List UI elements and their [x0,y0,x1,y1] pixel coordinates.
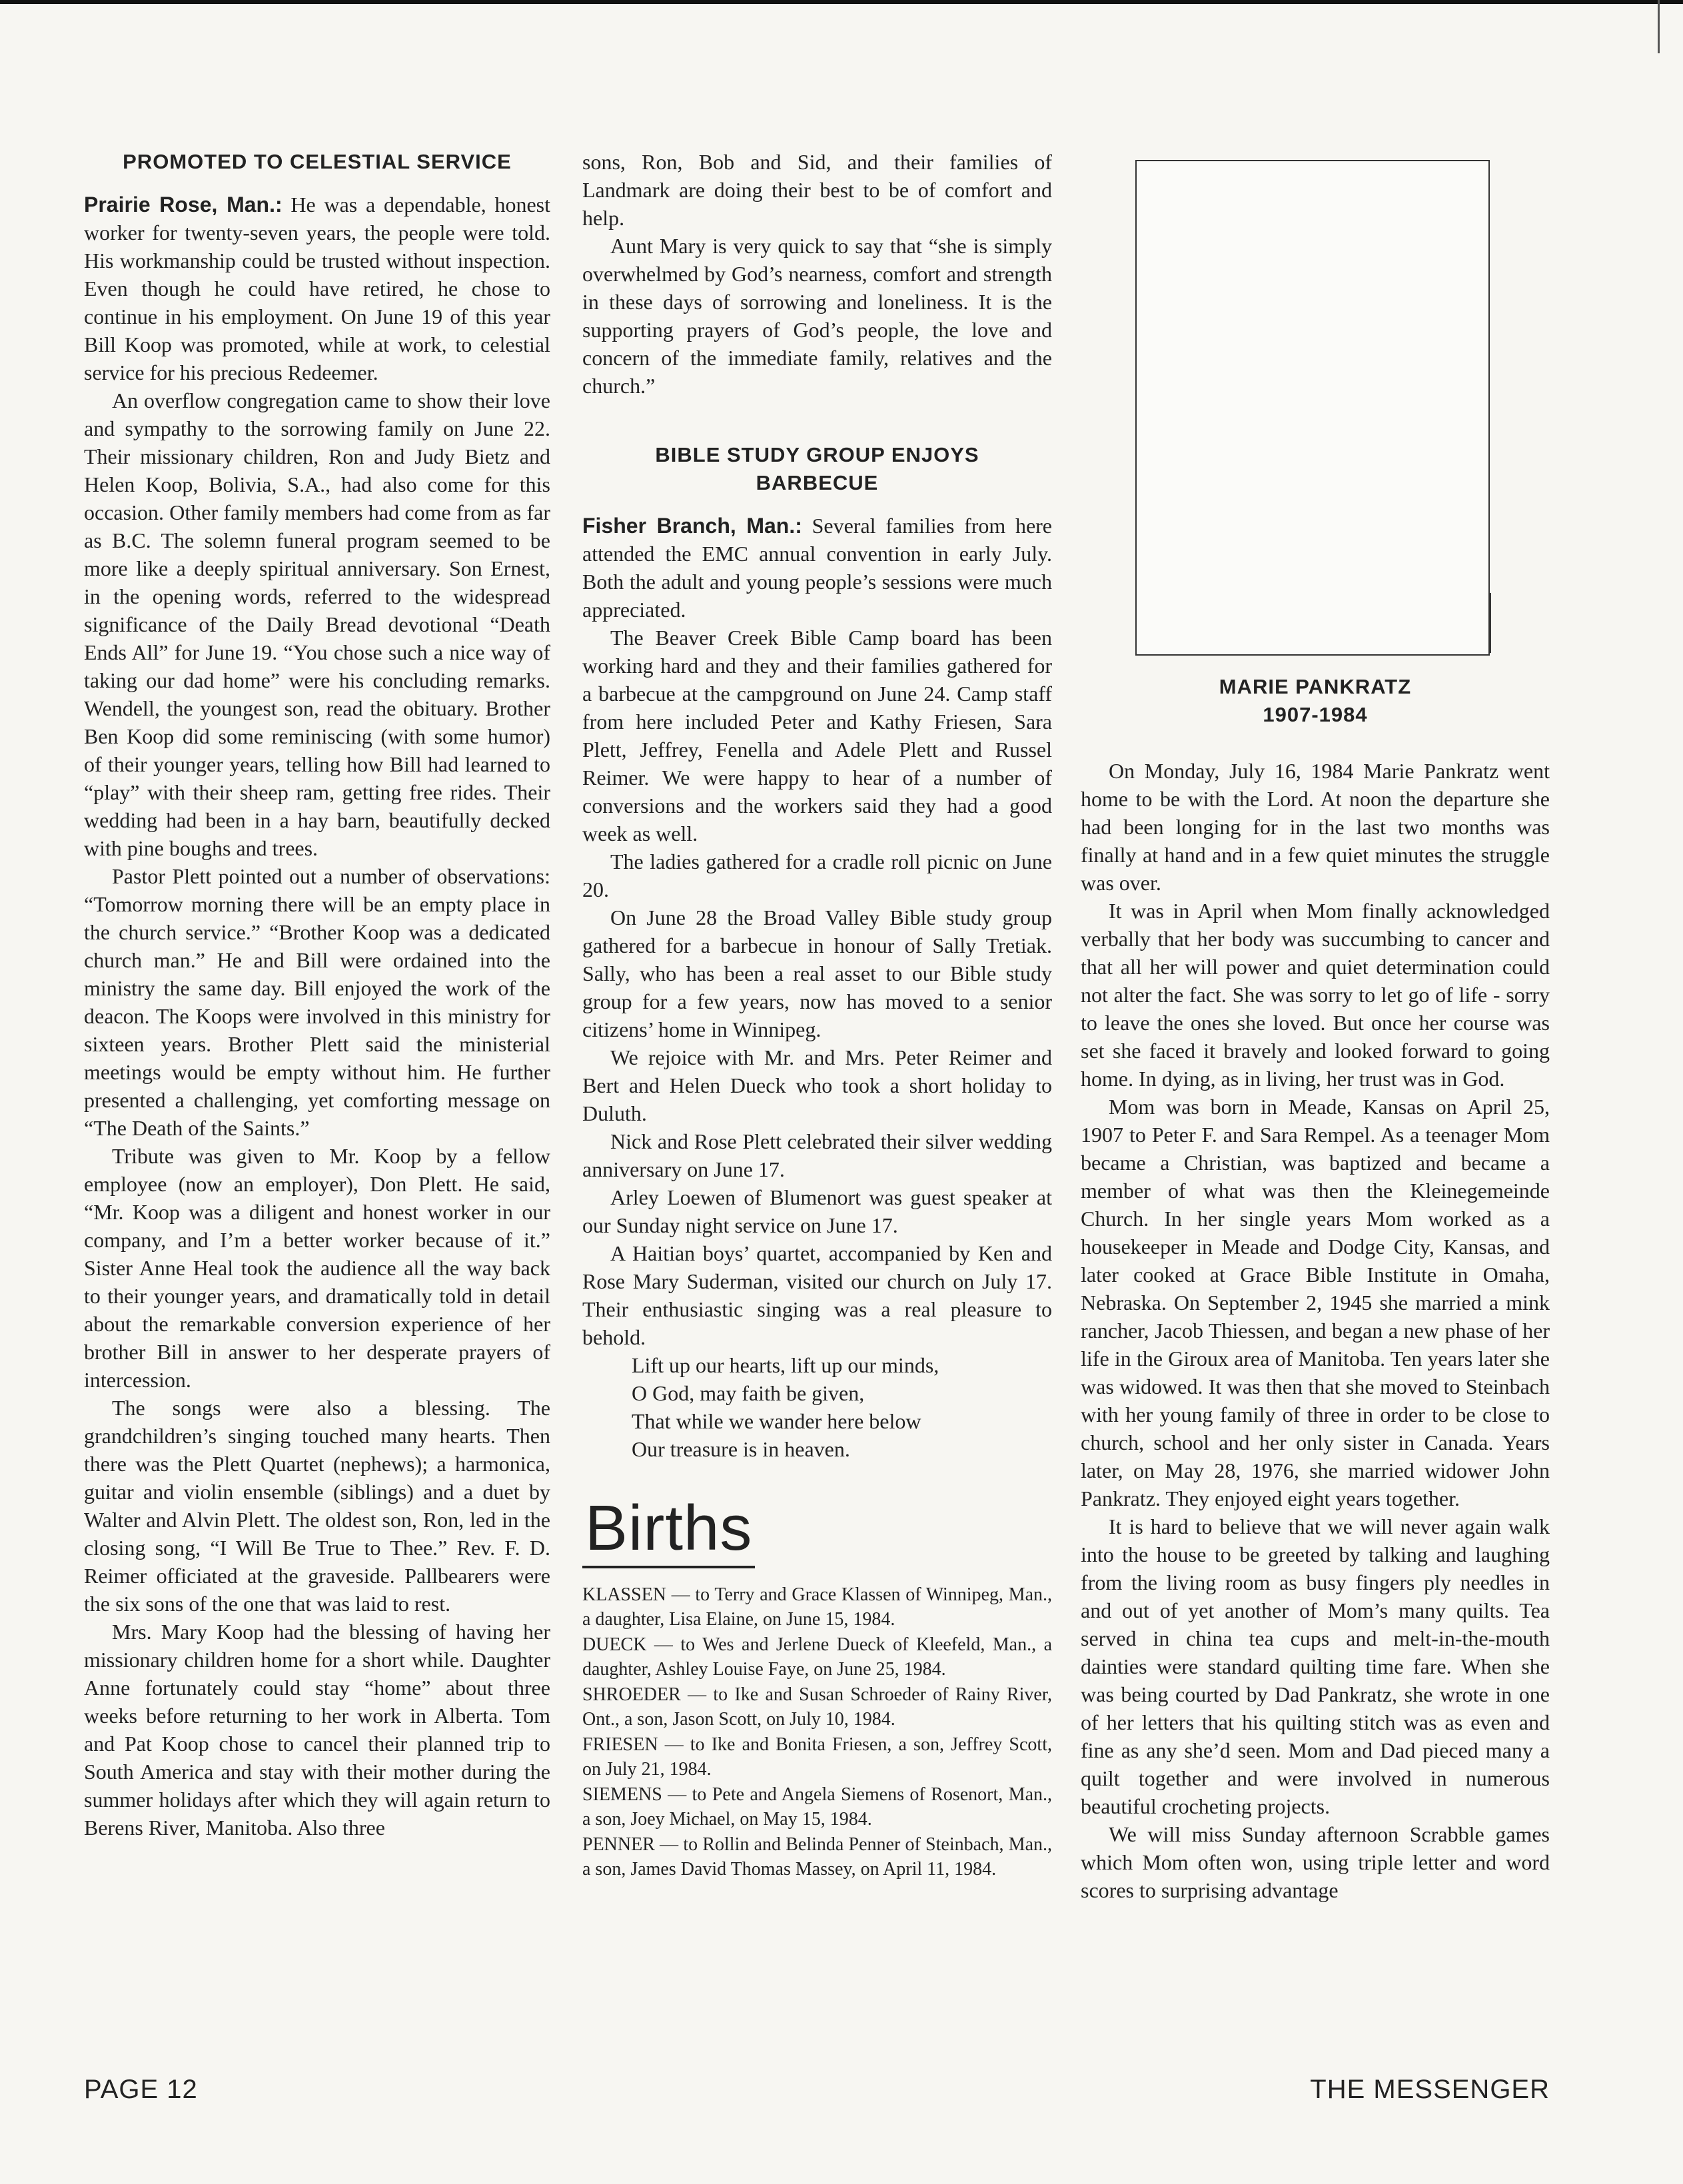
article-obituary-marie-pankratz [1081,673,1550,1904]
portrait-photo-frame [1135,160,1490,656]
paragraph: Aunt Mary is very quick to say that “she is simply overwhelmed by God’s nearness, comfort and strength in these days of sorrowing and loneliness. It is the supporting prayers of God’s people, the love and concern of the immediate family, relatives and the church.” [582,234,1052,398]
heading-line: BIBLE STUDY GROUP ENJOYS [655,443,979,466]
column-middle [582,148,1052,1883]
poem-line: Lift up our hearts, lift up our minds, [632,1353,939,1377]
paragraph: A Haitian boys’ quartet, accompanied by Ken and Rose Mary Suderman, visited our church on July 17. Their enthusiastic singing was a real pleasure to behold. [582,1241,1052,1349]
poem [582,1351,1052,1463]
paragraph: We will miss Sunday afternoon Scrabble games which Mom often won, using triple letter and word scores to surprising advantage [1081,1822,1550,1902]
page-top-rule [0,0,1683,4]
paragraph-text: Several families from here attended the EMC annual convention in early July. Both the adult and young people’s sessions were much appreciated. [582,514,1053,622]
paragraph: We rejoice with Mr. and Mrs. Peter Reimer and Bert and Helen Dueck who took a short holiday to Duluth. [582,1045,1052,1125]
birth-entry: SHROEDER — to Ike and Susan Schroeder of Rainy River, Ont., a son, Jason Scott, on July 10, 1984. [582,1684,1052,1730]
paragraph: On Monday, July 16, 1984 Marie Pankratz went home to be with the Lord. At noon the departure she had been longing for in the last two months was finally at hand and in a few quiet minutes the struggle was over. [1081,759,1550,895]
births-section-title: Births [582,1495,755,1568]
birth-entry: PENNER — to Rollin and Belinda Penner of Steinbach, Man., a son, James David Thomas Massey, on April 11, 1984. [582,1834,1052,1880]
dateline: Fisher Branch, Man.: [582,514,802,538]
poem-line: That while we wander here below [632,1409,921,1433]
birth-entry: FRIESEN — to Ike and Bonita Friesen, a son, Jeffrey Scott, on July 21, 1984. [582,1734,1052,1780]
paragraph: It is hard to believe that we will never again walk into the house to be greeted by talking and laughing from the living room as busy fingers ply needles in and out of yet another of Mom’s many quilts. Tea served in china tea cups and melt-in-the-mouth dainties were standard quilting time fare. When she was being courted by Dad Pankratz, she wrote in one of her letters that his quilting stitch was as even and fine as any she’d seen. Mom and Dad pieced many a quilt together and were involved in numerous beautiful crocheting projects. [1081,1514,1550,1818]
page-edge-line [1658,0,1660,53]
paragraph: sons, Ron, Bob and Sid, and their families of Landmark are doing their best to be of comfort and help. [582,150,1052,230]
paragraph: Tribute was given to Mr. Koop by a fellow employee (now an employer), Don Plett. He said, “Mr. Koop was a diligent and honest worker in our company, and I’m a better worker because of it.” Sister Anne Heal took the audience all the way back to their younger years, and dramatically told in detail about the remarkable conversion experience of her brother Bill in answer to her desperate prayers of intercession. [84,1144,550,1392]
paragraph [84,191,550,386]
article-heading-bible-study [582,441,1052,497]
birth-entry: SIEMENS — to Pete and Angela Siemens of Rosenort, Man., a son, Joey Michael, on May 15, 1984. [582,1784,1052,1830]
paragraph: Mom was born in Meade, Kansas on April 25, 1907 to Peter F. and Sara Rempel. As a teenager Mom became a Christian, was baptized and became a member of what was then the Kleinegemeinde Church. In her single years Mom worked as a housekeeper in Meade and Dodge City, Kansas, and later cooked at Grace Bible Institute in Omaha, Nebraska. On September 2, 1945 she married a mink rancher, Jacob Thiessen, and began a new phase of her life in the Giroux area of Manitoba. Ten years later she was widowed. It was then that she moved to Steinbach with her young family of three in order to be close to church, school and her only sister in Canada. Years later, on May 28, 1976, she married widower John Pankratz. They enjoyed eight years together. [1081,1095,1550,1510]
paragraph-text: He was a dependable, honest worker for twenty-seven years, the people were told. His workmanship could be trusted without inspection. Even though he could have retired, he chose to continue in his employment. On June 19 of this year Bill Koop was promoted, while at work, to celestial service for his precious Redeemer. [84,193,551,384]
obituary-heading [1081,673,1550,729]
publication-name: THE MESSENGER [1310,2075,1550,2104]
heading-line: 1907-1984 [1263,703,1368,726]
article-heading: PROMOTED TO CELESTIAL SERVICE [123,150,512,173]
paragraph: Arley Loewen of Blumenort was guest speaker at our Sunday night service on June 17. [582,1185,1052,1237]
heading-line: MARIE PANKRATZ [1219,675,1412,698]
paragraph: Pastor Plett pointed out a number of observations: “Tomorrow morning there will be an empty place in the church service.” “Brother Koop was a dedicated church man.” He and Bill were ordained into the ministry the same day. Bill enjoyed the work of the deacon. The Koops were involved in this ministry for sixteen years. Brother Plett said the ministerial meetings would be empty without him. He further presented a challenging, yet comforting message on “The Death of the Saints.” [84,864,550,1140]
paragraph [582,512,1052,624]
photo-frame-mark [1490,593,1491,653]
paragraph: Mrs. Mary Koop had the blessing of having her missionary children home for a short while. Daughter Anne fortunately could stay “home” about three weeks before returning to her work in Alberta. Tom and Pat Koop chose to cancel their planned trip to South America and stay with their mother during the summer holidays after which they will again return to Berens River, Manitoba. Also three [84,1620,550,1840]
paragraph: It was in April when Mom finally acknowledged verbally that her body was succumbing to cancer and that all her will power and quiet determination could not alter the fact. She was sorry to let go of life - sorry to leave the ones she loved. But once her course was set she faced it bravely and looked forward to going home. In dying, as in living, her trust was in God. [1081,899,1550,1091]
paragraph: The Beaver Creek Bible Camp board has been working hard and they and their families gathered for a barbecue at the campground on June 24. Camp staff from here included Peter and Kathy Friesen, Sara Plett, Jeffrey, Fenella and Adele Plett and Russel Reimer. We were happy to hear of a number of conversions and the workers said they had a good week as well. [582,626,1052,845]
heading-line: BARBECUE [756,471,879,494]
paragraph: The songs were also a blessing. The grandchildren’s singing touched many hearts. Then there was the Plett Quartet (nephews); a harmonica, guitar and violin ensemble (siblings) and a duet by Walter and Alvin Plett. The oldest son, Ron, led in the closing song, “I Will Be True to Thee.” Rev. F. D. Reimer officiated at the graveside. Pallbearers were the six sons of the one that was laid to rest. [84,1396,550,1616]
page-number: PAGE 12 [84,2075,198,2104]
paragraph: Nick and Rose Plett celebrated their silver wedding anniversary on June 17. [582,1129,1052,1181]
birth-entry: KLASSEN — to Terry and Grace Klassen of Winnipeg, Man., a daughter, Lisa Elaine, on June 15, 1984. [582,1584,1052,1630]
births-list [582,1583,1052,1882]
poem-line: Our treasure is in heaven. [632,1437,850,1461]
paragraph: On June 28 the Broad Valley Bible study group gathered for a barbecue in honour of Sally Tretiak. Sally, who has been a real asset to our Bible study group for a few years, now has moved to a senior citizens’ home in Winnipeg. [582,905,1052,1041]
article-celestial-service [84,148,550,1842]
paragraph: The ladies gathered for a cradle roll picnic on June 20. [582,849,1052,901]
poem-line: O God, may faith be given, [632,1381,865,1405]
dateline: Prairie Rose, Man.: [84,193,282,217]
birth-entry: DUECK — to Wes and Jerlene Dueck of Kleefeld, Man., a daughter, Ashley Louise Faye, on June 25, 1984. [582,1634,1052,1680]
paragraph: An overflow congregation came to show their love and sympathy to the sorrowing family on June 22. Their missionary children, Ron and Judy Bietz and Helen Koop, Bolivia, S.A., had also come for this occasion. Other family members had come from as far as B.C. The solemn funeral program seemed to be more like a deeply spiritual anniversary. Son Ernest, in the opening words, referred to the widespread significance of the Daily Bread devotional “Death Ends All” for June 19. “You chose such a nice way of taking our dad home” were his concluding remarks. Wendell, the youngest son, read the obituary. Brother Ben Koop did some reminiscing (with some humor) of their younger years, telling how Bill had learned to “play” with their sheep ram, getting free rides. Their wedding had been in a hay barn, beautifully decked with pine boughs and trees. [84,388,550,860]
